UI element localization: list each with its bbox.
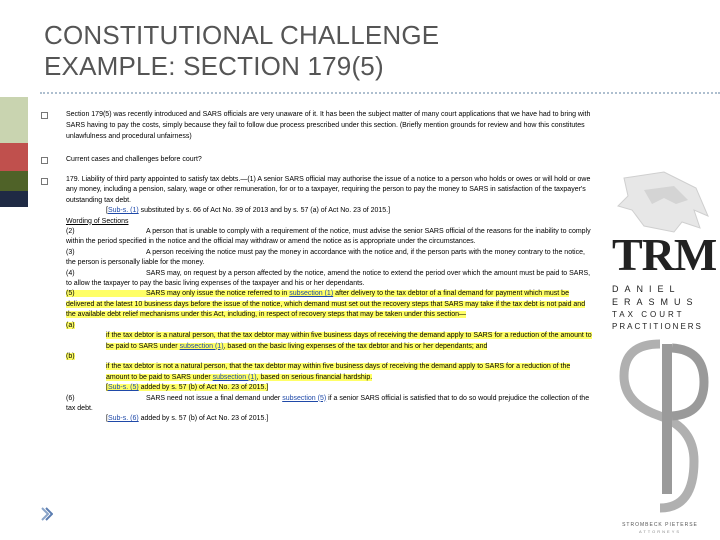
amendment-note-6: [Sub-s. (6) added by s. 57 (b) of Act No. 23 of 2015.] <box>106 415 269 423</box>
title-separator <box>40 92 720 94</box>
trm-logo-mark: TRM <box>612 229 717 280</box>
title-line-2: EXAMPLE: SECTION 179(5) <box>44 51 384 81</box>
accent-bar-light-green <box>0 97 28 143</box>
section-intro: 179. Liability of third party appointed to satisfy tax debts.—(1) A senior SARS official may authorise the issue of a notice to a person who holds or owes or will hold or owe any money, including a pension, salary, wage or other remuneration, for or to a taxpayer, requiring the person to pay the money to SARS in satisfaction of the taxpayer's outstanding tax debt. <box>66 176 591 204</box>
trm-logo-line-2: ERASMUS <box>612 297 699 307</box>
sub-s-1-link[interactable]: Sub-s. (1) <box>107 207 139 215</box>
sp-logo-name: STROMBECK PIETERSE <box>622 522 698 528</box>
subsection-4: (4) SARS may, on request by a person affected by the notice, amend the notice to extend the period over which the amount must be paid to SARS, to allow the taxpayer to pay the basic living expenses of the taxpayer and his or her dependants. <box>66 269 591 288</box>
sp-logo-subtitle: ATTORNEYS <box>638 529 682 534</box>
accent-bar-navy <box>0 191 28 207</box>
amendment-note-1: [Sub-s. (1) substituted by s. 66 of Act No. 39 of 2013 and by s. 57 (a) of Act No. 23 of 2015.] <box>106 207 391 215</box>
section-179-text <box>66 175 594 425</box>
bullet-marker-icon <box>41 157 48 164</box>
accent-bar-dark-green <box>0 171 28 191</box>
slide-title <box>44 20 439 82</box>
bullet-marker-icon <box>41 112 48 119</box>
bullet-marker-icon <box>41 178 48 185</box>
wording-of-sections: Wording of Sections <box>66 217 129 225</box>
bullet-text-2: Current cases and challenges before court? <box>66 156 202 163</box>
trm-logo-line-1: DANIEL <box>612 284 681 294</box>
sub-s-5-link[interactable]: Sub-s. (5) <box>107 384 139 392</box>
paragraph-b: (b) <box>66 352 75 360</box>
paragraph-b-text: if the tax debtor is not a natural person, that the tax debtor may within five business days of receiving the demand apply to SARS for a reduction of the amount to be paid to SARS under subsection (1), based on serious financial hardship. <box>106 363 571 381</box>
subsection-2: (2) A person that is unable to comply with a requirement of the notice, must advise the senior SARS official of the reasons for the inability to comply within the period specified in the notice and the official may withdraw or amend the notice as is appropriate under the circumstances. <box>66 228 591 246</box>
amendment-note-5: [Sub-s. (5) added by s. 57 (b) of Act No. 23 of 2015.] <box>106 384 269 392</box>
slide-navigation-icon[interactable] <box>41 507 53 521</box>
accent-bar-red <box>0 143 28 171</box>
title-line-1: CONSTITUTIONAL CHALLENGE <box>44 20 440 50</box>
sp-monogram-logo-icon <box>604 336 716 521</box>
bullet-text-1: Section 179(5) was recently introduced and SARS officials are very unaware of it. It has been the subject matter of many court applications that we have had to bring with SARS having to pay the costs, simply because they fail to follow due process prescribed under this section. (Briefly mention grounds for review and how this constitutes unlawfulness and procedural unfairness) <box>66 111 591 140</box>
subsection-1-link[interactable]: subsection (1) <box>212 373 257 381</box>
subsection-1-link[interactable]: subsection (1) <box>289 290 334 298</box>
trm-logo-line-4: PRACTITIONERS <box>612 322 703 331</box>
subsection-5-link[interactable]: subsection (5) <box>282 394 327 402</box>
subsection-1-link[interactable]: subsection (1) <box>179 342 224 350</box>
trm-logo-line-3: TAX COURT <box>612 310 685 319</box>
subsection-3: (3) A person receiving the notice must pay the money in accordance with the notice and, if the person parts with the money contrary to the notice, the person is personally liable for the money. <box>66 248 585 267</box>
subsection-6: (6) SARS need not issue a final demand under subsection (5) if a senior SARS official is satisfied that to do so would prejudice the collection of the tax debt. <box>66 394 590 412</box>
paragraph-a: (a) <box>66 321 75 329</box>
sub-s-6-link[interactable]: Sub-s. (6) <box>107 415 139 423</box>
paragraph-a-text: if the tax debtor is a natural person, that the tax debtor may within five business days of receiving the demand apply to SARS for a reduction of the amount to be paid to SARS under subsection (1), based on the basic living expenses of the tax debtor and his or her dependants; and <box>106 332 592 350</box>
subsection-5: (5) SARS may only issue the notice referred to in subsection (1) after delivery to the tax debtor of a final demand for payment which must be delivered at the latest 10 business days before the issue of the notice, which demand must set out the recovery steps that SARS may take if the tax debt is not paid and the available debt relief mechanisms under this Act, including, in respect of recovery steps that may be taken under this section— <box>66 290 586 319</box>
